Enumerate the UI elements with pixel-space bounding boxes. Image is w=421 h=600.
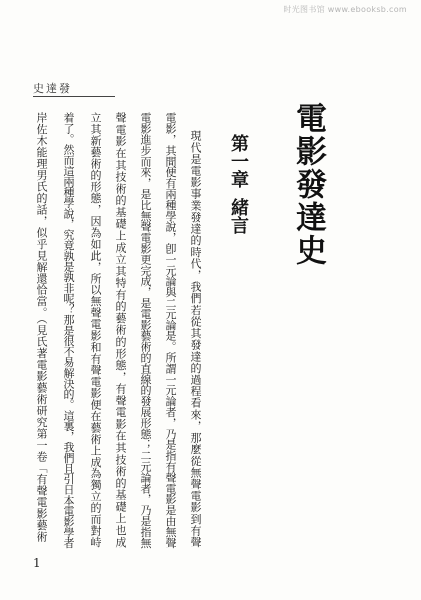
running-head: 史達發 [33,82,72,95]
running-head-rule [33,96,115,97]
page-number: 1 [33,556,41,570]
chapter-number: 第一章 [228,134,249,188]
chapter-heading [229,134,247,234]
body-line-5: 立其新藝術的形態，因為如此，所以無聲電影和有聲電影便在藝術上成為獨立的而對峙 [89,112,102,548]
book-title: 電影發達史 [290,102,326,267]
body-line-1: 現代是電影事業發達的時代，我們若從其發達的過程看來，那麼從無聲電影到有聲 [189,130,202,548]
body-line-2: 電影，其間便有兩種學說，卽一元論與二元論是。所謂一元論者，乃是指有聲電影是由無聲 [164,112,177,549]
body-line-3: 電影進步而來，是比無聲電影更完成，是電影藝術的直線的發展形態；二元論者，乃是指無 [139,112,152,549]
body-line-7: 岸佐木能理男氏的話，似乎見解還恰當。（見氏著電影藝術研究第一卷「有聲電影藝術 [35,112,48,543]
body-line-4: 聲電影在其技術的基礎上成立其特有的藝術的形態，有聲電影在其技術的基礎上也成 [114,112,127,548]
chapter-name: 緒言 [228,198,249,234]
watermark: 时光图书馆 www.ebooksb.com [283,5,407,14]
body-line-6: 着了。然而這兩種學說，究竟孰是孰非呢？那是很不易解決的。這裏，我們且引日本電影學者 [62,112,75,548]
